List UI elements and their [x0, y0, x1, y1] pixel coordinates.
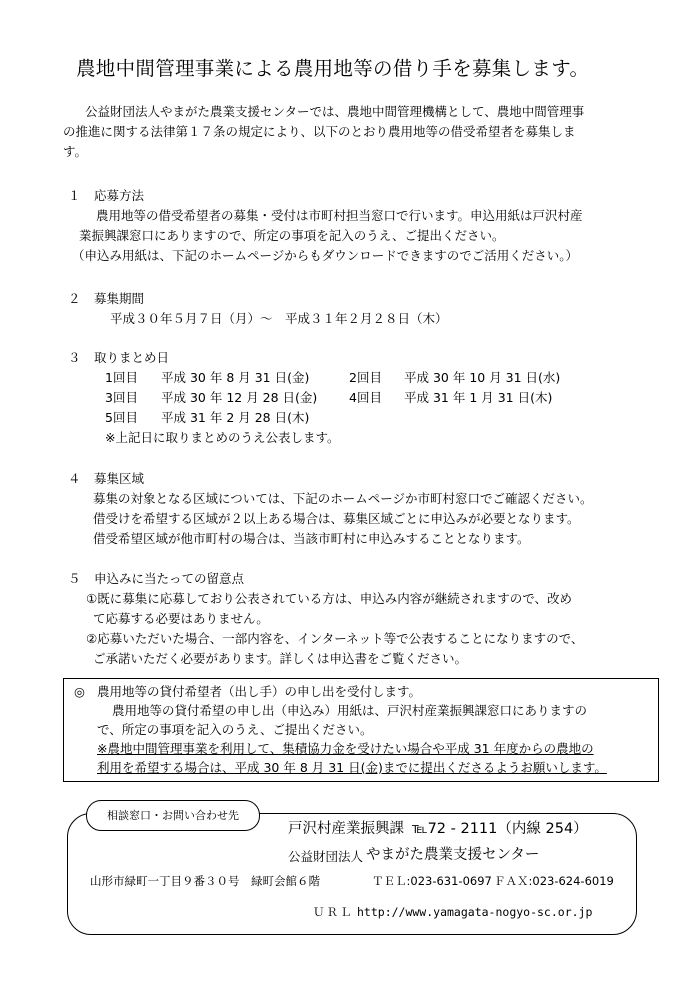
notice-underlined-line: ※農地中間管理事業を利用して、集積協力金を受けたい場合や平成 31 年度からの農地の	[97, 741, 594, 756]
section-1-heading: 応募方法	[94, 188, 145, 203]
section-4-number: ４	[68, 471, 81, 486]
section-5-line: ②応募いただいた場合、一部内容を、インターネット等で公表することになりますので、	[86, 631, 584, 646]
section-1-line: 農用地等の借受希望者の募集・受付は市町村担当窓口で行います。申込用紙は戸沢村産	[96, 208, 583, 223]
round-label: 4回目	[349, 390, 382, 405]
intro-line: す。	[63, 144, 88, 159]
contact-department: 戸沢村産業振興課	[288, 821, 404, 837]
round-date: 平成 30 年 12 月 28 日(金)	[161, 390, 318, 405]
round-label: 5回目	[105, 410, 138, 425]
section-1-line: 業振興課窓口にありますので、所定の事項を記入のうえ、ご提出ください。	[79, 228, 505, 243]
intro-line: 公益財団法人やまがた農業支援センターでは、農地中間管理機構として、農地中間管理事	[85, 104, 585, 119]
page-title: 農地中間管理事業による農用地等の借り手を募集します。	[76, 57, 590, 80]
round-date: 平成 30 年 8 月 31 日(金)	[161, 370, 310, 385]
round-label: 2回目	[349, 370, 382, 385]
section-4-line: 借受希望区域が他市町村の場合は、当該市町村に申込みすることとなります。	[93, 531, 530, 546]
section-3-heading: 取りまとめ日	[94, 350, 170, 365]
recruitment-period: 平成３０年５月７日（月）～ 平成３１年２月２８日（木）	[110, 311, 448, 326]
notice-heading: 農用地等の貸付希望者（出し手）の申し出を受付します。	[97, 684, 422, 699]
section-1-line: （申込み用紙は、下記のホームページからもダウンロードできますのでご活用ください。）	[72, 248, 579, 263]
intro-line: の推進に関する法律第１７条の規定により、以下のとおり農用地等の借受希望者を募集しま	[63, 124, 576, 139]
section-2-heading: 募集期間	[94, 291, 145, 306]
section-4-line: 借受けを希望する区域が２以上ある場合は、募集区域ごとに申込みが必要となります。	[93, 511, 580, 526]
round-date: 平成 30 年 10 月 31 日(水)	[404, 370, 561, 385]
website-link[interactable]: http://www.yamagata-nogyo-sc.or.jp	[357, 905, 593, 919]
notice-mark: ◎	[74, 684, 85, 699]
section-2-number: ２	[68, 291, 81, 306]
section-3-number: ３	[68, 350, 81, 365]
section-5-line: ご承諾いただく必要があります。詳しくは申込書をご覧ください。	[93, 651, 468, 666]
section-4-heading: 募集区域	[94, 471, 145, 486]
round-label: 3回目	[105, 390, 138, 405]
publication-note: ※上記日に取りまとめのうえ公表します。	[105, 430, 340, 445]
round-date: 平成 31 年 1 月 31 日(木)	[404, 390, 553, 405]
round-date: 平成 31 年 2 月 28 日(木)	[161, 410, 310, 425]
section-5-number: ５	[68, 571, 81, 586]
section-4-line: 募集の対象となる区域については、下記のホームページか市町村窓口でご確認ください。	[93, 491, 593, 506]
contact-tag: 相談窓口・お問い合わせ先	[86, 800, 260, 831]
section-5-heading: 申込みに当たっての留意点	[94, 571, 245, 586]
section-1-number: １	[68, 188, 81, 203]
address: 山形市緑町一丁目９番３０号 緑町会館６階	[90, 874, 320, 888]
org-fax: ＦＡＸ:023-624-6019	[494, 874, 614, 888]
org-phone: ＴＥＬ:023-631-0697	[372, 874, 492, 888]
contact-phone: ℡72 - 2111（内線 254）	[412, 821, 588, 837]
notice-underlined-line: 利用を希望する場合は、平成 30 年 8 月 31 日(金)までに提出くださるようお願いします。	[97, 760, 607, 775]
section-5-line: ①既に募集に応募しており公表されている方は、申込み内容が継続されますので、改め	[86, 591, 572, 606]
notice-line: 農用地等の貸付希望の申し出（申込み）用紙は、戸沢村産業振興課窓口にありますの	[112, 703, 588, 718]
notice-line: で、所定の事項を記入のうえ、ご提出ください。	[97, 722, 373, 737]
org-prefix: 公益財団法人	[288, 849, 364, 864]
section-5-line: て応募する必要はありません。	[93, 611, 269, 626]
org-name: やまがた農業支援センター	[366, 847, 540, 863]
round-label: 1回目	[105, 370, 138, 385]
url-label: ＵＲＬ	[313, 905, 354, 919]
